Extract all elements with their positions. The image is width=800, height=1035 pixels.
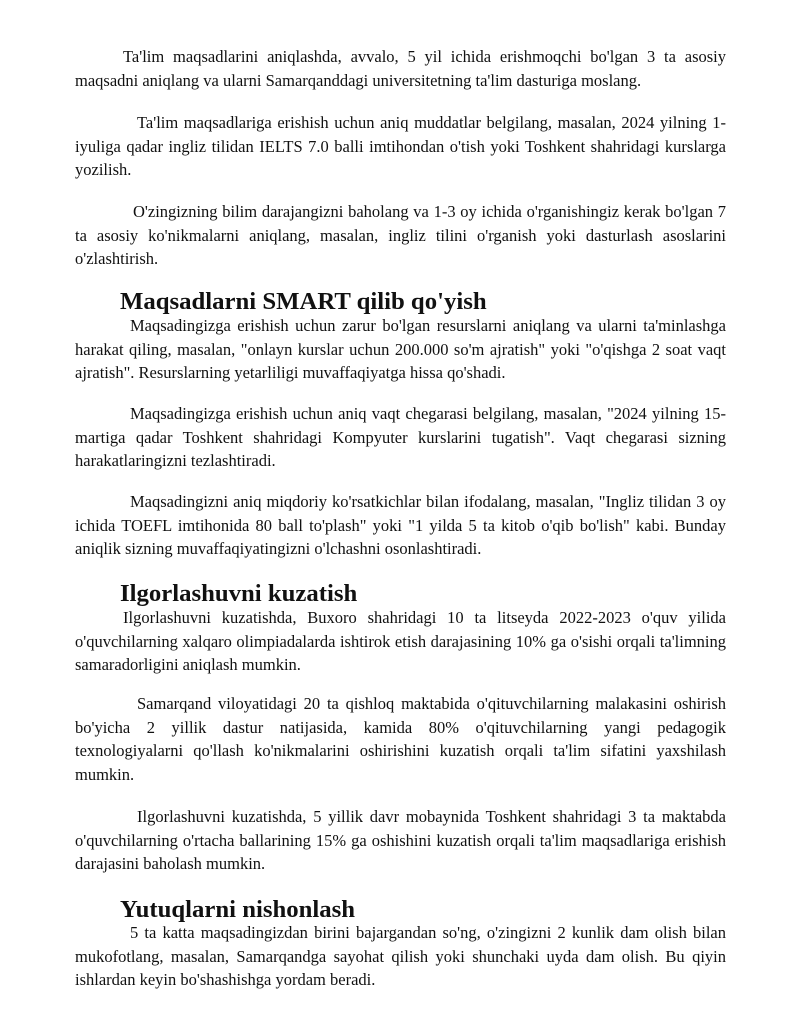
paragraph-goals-intro: Ta'lim maqsadlarini aniqlashda, avvalo, 5 yil ichida erishmoqchi bo'lgan 3 ta asosiy maqsadni aniqlang va ularni Samarqanddagi universitetning ta'lim dasturiga moslang. xyxy=(75,47,726,90)
paragraph-time-limit: Maqsadingizga erishish uchun aniq vaqt chegarasi belgilang, masalan, "2024 yilning 15-martiga qadar Toshkent shahridagi Kompyuter kurslarini tugatish". Vaqt chegarasi sizning harakatlaringizni tezlashtiradi. xyxy=(75,404,726,470)
paragraph-bukhara: Ilgorlashuvni kuzatishda, Buxoro shahridagi 10 ta litseyda 2022-2023 o'quv yilida o'quvchilarning xalqaro olimpiadalarda ishtirok etish darajasining 10% ga o'sishi orqali ta'limning samaradorligini aniqlash mumkin. xyxy=(75,608,726,674)
paragraph-samarkand: Samarqand viloyatidagi 20 ta qishloq maktabida o'qituvchilarning malakasini oshirish bo'yicha 2 yillik dastur natijasida, kamida 80% o'qituvchilarning yangi pedagogik texnologiyalarni qo'llash ko'nikmalarini oshirishini kuzatish orqali ta'lim sifatini yaxshilash mumkin. xyxy=(75,694,726,784)
heading-progress-tracking: Ilgorlashuvni kuzatish xyxy=(120,580,358,607)
paragraph-skills: O'zingizning bilim darajangizni baholang va 1-3 oy ichida o'rganishingiz kerak bo'lgan 7 ta asosiy ko'nikmalarni aniqlang, masalan, ingliz tilini o'rganish yoki dasturlash asoslarini o'zlashtirish. xyxy=(75,202,726,268)
paragraph-tashkent: Ilgorlashuvni kuzatishda, 5 yillik davr mobaynida Toshkent shahridagi 3 ta maktabda o'quvchilarning o'rtacha ballarining 15% ga oshishini kuzatish orqali ta'lim maqsadlariga erishish darajasini baholash mumkin. xyxy=(75,807,726,873)
paragraph-resources: Maqsadingizga erishish uchun zarur bo'lgan resurslarni aniqlang va ularni ta'minlashga harakat qiling, masalan, "onlayn kurslar uchun 200.000 so'm ajratish" yoki "o'qishga 2 soat vaqt ajratish". Resurslarning yetarliligi muvaffaqiyatga hissa qo'shadi. xyxy=(75,316,726,382)
paragraph-reward: 5 ta katta maqsadingizdan birini bajargandan so'ng, o'zingizni 2 kunlik dam olish bilan mukofotlang, masalan, Samarqandga sayohat qilish yoki shunchaki uyda dam olish. Bu qiyin ishlardan keyin bo'shashishga yordam beradi. xyxy=(75,923,726,989)
paragraph-deadlines: Ta'lim maqsadlariga erishish uchun aniq muddatlar belgilang, masalan, 2024 yilning 1-iyuliga qadar ingliz tilidan IELTS 7.0 balli imtihondan o'tish yoki Toshkent shahridagi kurslarga yozilish. xyxy=(75,113,726,179)
paragraph-measurable: Maqsadingizni aniq miqdoriy ko'rsatkichlar bilan ifodalang, masalan, "Ingliz tilidan 3 oy ichida TOEFL imtihonida 80 ball to'plash" yoki "1 yilda 5 ta kitob o'qib bo'lish" kabi. Bunday aniqlik sizning muvaffaqiyatingizni o'lchashni osonlashtiradi. xyxy=(75,492,726,558)
heading-celebrate: Yutuqlarni nishonlash xyxy=(120,896,356,923)
heading-smart-goals: Maqsadlarni SMART qilib qo'yish xyxy=(120,288,487,315)
